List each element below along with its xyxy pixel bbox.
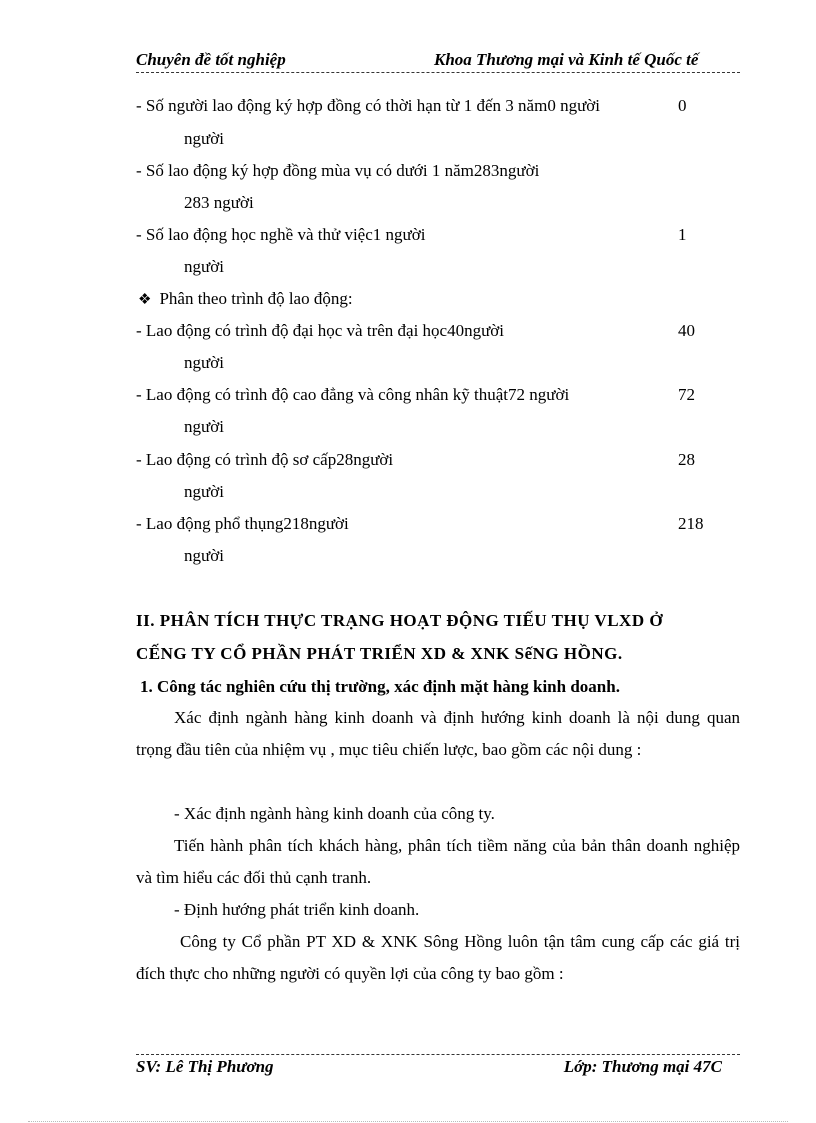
- body-paragraph: [136, 894, 740, 926]
- page-header: [136, 48, 740, 73]
- level-row-continuation: người: [184, 546, 224, 565]
- level-row-value: 40: [678, 321, 695, 340]
- paragraph-text: Xác định ngành hàng kinh doanh và định hướng kinh doanh là nội dung quan trọng đầu tiên của nhiệm vụ , mục tiêu chiến lược, bao gồm các nội dung :: [136, 708, 740, 759]
- level-row-label: - Lao động có trình độ cao đẳng và công nhân kỹ thuật72 người: [136, 385, 570, 404]
- labor-row-continuation: 283 người: [184, 193, 254, 212]
- section-title-line-2: CẾNG TY CỔ PHẦN PHÁT TRIỂN XD & XNK SếNG HỒNG.: [136, 644, 623, 663]
- level-row-continuation: người: [184, 482, 224, 501]
- page-edge-divider: [28, 1121, 788, 1122]
- labor-row-value: 0: [678, 96, 687, 115]
- labor-row-label: - Số người lao động ký hợp đồng có thời hạn từ 1 đến 3 năm0 người: [136, 96, 601, 115]
- body-paragraph: [136, 798, 740, 830]
- level-row-value: 72: [678, 385, 695, 404]
- labor-row-label: - Số lao động ký hợp đồng mùa vụ có dưới 1 năm283người: [136, 161, 540, 180]
- level-row-label: - Lao động có trình độ sơ cấp28người: [136, 450, 394, 469]
- level-row-value: 28: [678, 450, 695, 469]
- diamond-bullet-icon: ❖: [138, 292, 152, 308]
- paragraph-text: - Xác định ngành hàng kinh doanh của công ty.: [174, 804, 495, 823]
- paragraph-text: Công ty Cổ phần PT XD & XNK Sông Hồng luôn tận tâm cung cấp các giá trị đích thực cho những người có quyền lợi của công ty bao gồm :: [136, 932, 740, 983]
- labor-row-continuation: người: [184, 129, 224, 148]
- body-paragraph: [136, 926, 740, 990]
- labor-row-continuation: người: [184, 257, 224, 276]
- subheading-text: Phân theo trình độ lao động:: [159, 289, 353, 308]
- labor-row-value: 1: [678, 225, 687, 244]
- subsection-title: 1. Công tác nghiên cứu thị trường, xác định mặt hàng kinh doanh.: [140, 677, 620, 696]
- body-paragraph: [136, 830, 740, 894]
- level-row-label: - Lao động phổ thụng218người: [136, 514, 349, 533]
- footer-student-name: SV: Lê Thị Phương: [136, 1057, 274, 1076]
- header-right-title: Khoa Thương mại và Kinh tế Quốc tế: [434, 50, 699, 69]
- paragraph-text: Tiến hành phân tích khách hàng, phân tích tiềm năng của bản thân doanh nghiệp và tìm hiểu các đối thủ cạnh tranh.: [136, 836, 740, 887]
- header-left-title: Chuyên đề tốt nghiệp: [136, 50, 286, 69]
- level-row-continuation: người: [184, 417, 224, 436]
- level-row-label: - Lao động có trình độ đại học và trên đại học40người: [136, 321, 505, 340]
- body-paragraph: [136, 702, 740, 766]
- labor-row-label: - Số lao động học nghề và thử việc1 người: [136, 225, 426, 244]
- subheading-line: [138, 289, 353, 309]
- level-row-continuation: người: [184, 353, 224, 372]
- level-row-value: 218: [678, 514, 704, 533]
- footer-class-name: Lớp: Thương mại 47C: [563, 1057, 722, 1076]
- page-footer: [136, 1054, 740, 1081]
- section-title-line-1: II. PHÂN TÍCH THỰC TRẠNG HOẠT ĐỘNG TIẾU THỤ VLXD Ở: [136, 611, 664, 630]
- paragraph-text: - Định hướng phát triển kinh doanh.: [174, 900, 420, 919]
